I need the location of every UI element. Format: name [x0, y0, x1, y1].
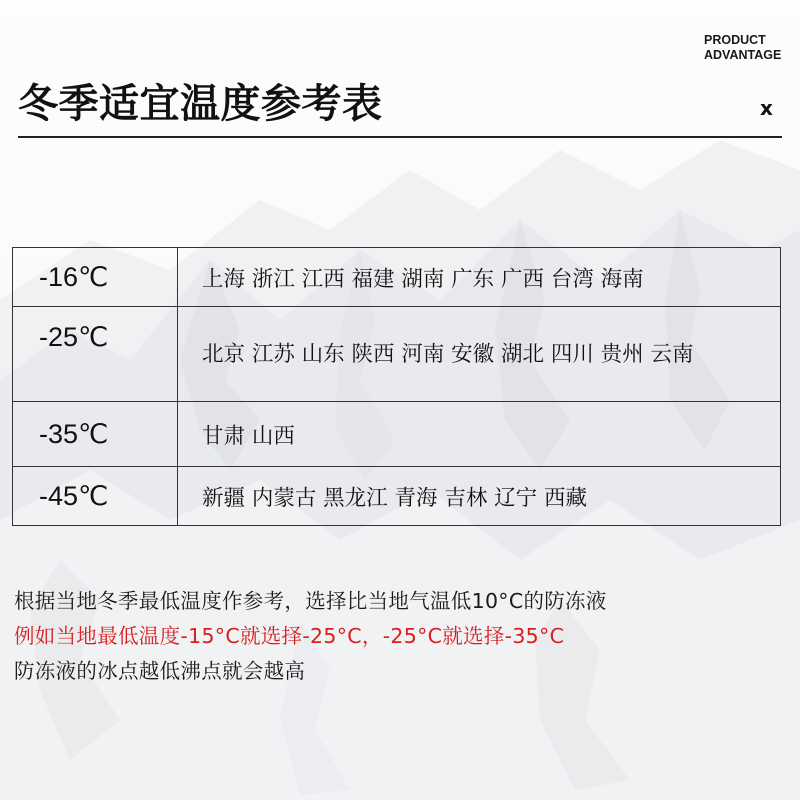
regions-cell: 新疆 内蒙古 黑龙江 青海 吉林 辽宁 西藏 — [178, 467, 781, 526]
product-tag-line-2: ADVANTAGE — [704, 48, 782, 62]
table-row — [13, 307, 781, 402]
temperature-cell: -25℃ — [13, 307, 178, 402]
note-guideline: 根据当地冬季最低温度作参考，选择比当地气温低10°C的防冻液 — [14, 589, 607, 613]
temperature-cell: -16℃ — [13, 248, 178, 307]
regions-cell: 上海 浙江 江西 福建 湖南 广东 广西 台湾 海南 — [178, 248, 781, 307]
product-advantage-tag — [704, 33, 794, 63]
product-tag-line-1: PRODUCT — [704, 33, 766, 47]
temperature-cell: -35℃ — [13, 402, 178, 467]
page-title: 冬季适宜温度参考表 — [18, 81, 383, 127]
notes-section — [14, 584, 607, 689]
regions-cell: 甘肃 山西 — [178, 402, 781, 467]
close-icon[interactable]: x — [760, 96, 773, 120]
note-example-highlight: 例如当地最低温度-15°C就选择-25°C，-25°C就选择-35°C — [14, 624, 565, 648]
table-row — [13, 467, 781, 526]
regions-cell: 北京 江苏 山东 陕西 河南 安徽 湖北 四川 贵州 云南 — [178, 307, 781, 402]
note-freezing-boiling: 防冻液的冰点越低沸点就会越高 — [14, 659, 306, 683]
title-divider — [18, 136, 782, 138]
table-row — [13, 248, 781, 307]
temperature-reference-table — [12, 247, 781, 526]
temperature-cell: -45℃ — [13, 467, 178, 526]
table-row — [13, 402, 781, 467]
